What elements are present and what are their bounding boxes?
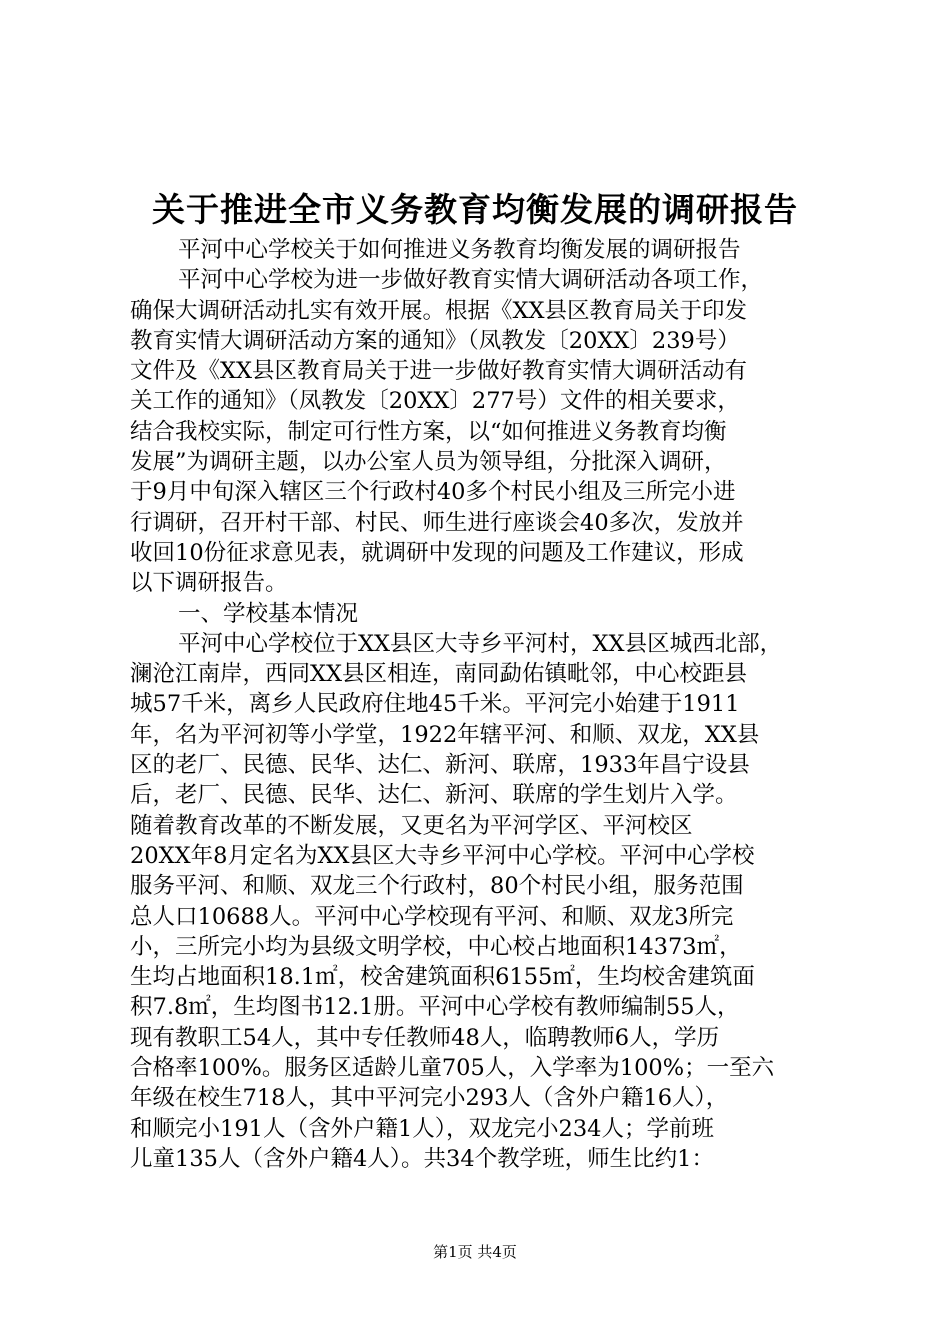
paragraph-line: 确保大调研活动扎实有效开展。根据《XX县区教育局关于印发: [130, 297, 748, 324]
paragraph-line: 合格率100%。服务区适龄儿童705人，入学率为100%；一至六: [130, 1055, 775, 1082]
paragraph-line: 收回10份征求意见表，就调研中发现的问题及工作建议，形成: [130, 539, 744, 566]
paragraph-line: 以下调研报告。: [130, 570, 288, 597]
paragraph-line: 平河中心学校为进一步做好教育实情大调研活动各项工作，: [178, 267, 764, 294]
paragraph-line: 后，老厂、民德、民华、达仁、新河、联席的学生划片入学。: [130, 782, 738, 809]
paragraph-line: 城57千米，离乡人民政府住地45千米。平河完小始建于1911: [130, 691, 740, 718]
paragraph-line: 和顺完小191人（含外户籍1人），双龙完小234人；学前班: [130, 1115, 714, 1142]
paragraph-line: 20XX年8月定名为XX县区大寺乡平河中心学校。平河中心学校: [130, 842, 755, 869]
paragraph-line: 平河中心学校位于XX县区大寺乡平河村，XX县区城西北部，: [178, 630, 783, 657]
page-footer: 第1页 共4页: [433, 1243, 517, 1261]
paragraph-line: 小，三所完小均为县级文明学校，中心校占地面积14373㎡，: [130, 933, 742, 960]
paragraph-line: 区的老厂、民德、民华、达仁、新河、联席，1933年昌宁设县: [130, 752, 750, 779]
paragraph-line: 行调研，召开村干部、村民、师生进行座谈会40多次，发放并: [130, 509, 744, 536]
paragraph-line: 积7.8㎡，生均图书12.1册。平河中心学校有教师编制55人，: [130, 994, 740, 1021]
paragraph-line: 随着教育改革的不断发展，又更名为平河学区、平河校区: [130, 812, 693, 839]
paragraph-line: 年，名为平河初等小学堂，1922年辖平河、和顺、双龙，XX县: [130, 721, 760, 748]
paragraph-line: 服务平河、和顺、双龙三个行政村，80个村民小组，服务范围: [130, 873, 744, 900]
paragraph-line: 文件及《XX县区教育局关于进一步做好教育实情大调研活动有: [130, 358, 748, 385]
paragraph-line: 儿童135人（含外户籍4人）。共34个教学班，师生比约1：: [130, 1145, 714, 1172]
paragraph-line: 澜沧江南岸，西同XX县区相连，南同勐佑镇毗邻，中心校距县: [130, 661, 748, 688]
paragraph-line: 发展”为调研主题，以办公室人员为领导组，分批深入调研，: [130, 449, 727, 476]
paragraph-line: 关工作的通知》（凤教发〔20XX〕277号）文件的相关要求，: [130, 388, 740, 415]
paragraph-line: 平河中心学校关于如何推进义务教育均衡发展的调研报告: [178, 237, 741, 263]
paragraph-line: 生均占地面积18.1㎡，校舍建筑面积6155㎡，生均校舍建筑面: [130, 964, 755, 991]
paragraph-line: 现有教职工54人，其中专任教师48人，临聘教师6人，学历: [130, 1024, 720, 1051]
paragraph-line: 年级在校生718人，其中平河完小293人（含外户籍16人），: [130, 1085, 729, 1112]
paragraph-line: 结合我校实际，制定可行性方案，以“如何推进义务教育均衡: [130, 418, 727, 445]
page-title: 关于推进全市义务教育均衡发展的调研报告: [152, 190, 798, 229]
section-heading: 一、学校基本情况: [178, 600, 359, 627]
paragraph-line: 总人口10688人。平河中心学校现有平河、和顺、双龙3所完: [130, 903, 734, 930]
paragraph-line: 教育实情大调研活动方案的通知》（凤教发〔20XX〕239号）: [130, 327, 740, 354]
paragraph-line: 于9月中旬深入辖区三个行政村40多个村民小组及三所完小进: [130, 479, 736, 506]
document-body: [130, 235, 830, 1174]
